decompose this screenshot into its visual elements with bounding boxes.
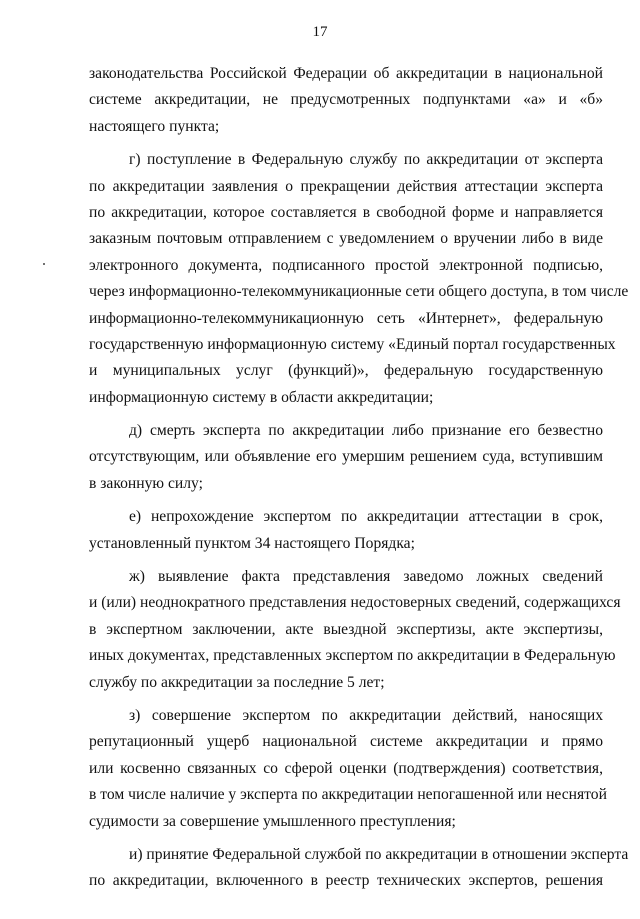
paragraph-d <box>89 418 603 497</box>
text-line: информационную систему в области аккредитации; <box>89 388 434 406</box>
text-line: иных документах, представленных экспертом по аккредитации в Федеральную <box>89 647 616 665</box>
text-line: в том числе наличие у эксперта по аккредитации непогашенной или неснятой <box>89 786 607 804</box>
paragraph-continuation <box>89 61 603 140</box>
text-line: настоящего пункта; <box>89 117 220 135</box>
text-line: службу по аккредитации за последние 5 лет; <box>89 673 385 691</box>
text-line: по аккредитации, включенного в реестр технических экспертов, решения <box>89 872 603 890</box>
paragraph-z <box>89 703 607 835</box>
text-line: законодательства Российской Федерации об аккредитации в национальной <box>89 65 603 82</box>
text-line: установленный пунктом 34 настоящего Порядка; <box>89 534 415 552</box>
page-number: 17 <box>312 24 328 40</box>
text-line: по аккредитации, которое составляется в свободной форме и направляется <box>89 203 603 221</box>
text-line: и) принятие Федеральной службой по аккредитации в отношении эксперта <box>129 845 629 863</box>
text-line: отсутствующим, или объявление его умершим решением суда, вступившим <box>89 448 603 466</box>
text-line: по аккредитации заявления о прекращении действия аттестации эксперта <box>89 177 603 195</box>
text-line: ж) выявление факта представления заведомо ложных сведений <box>129 568 603 586</box>
text-line: г) поступление в Федеральную службу по аккредитации от эксперта <box>129 151 603 169</box>
text-line: судимости за совершение умышленного преступления; <box>89 812 456 830</box>
text-line: в законную силу; <box>89 474 203 492</box>
text-line: заказным почтовым отправлением с уведомлением о вручении либо в виде <box>89 230 603 248</box>
text-line: государственную информационную систему «Единый портал государственных <box>89 335 616 353</box>
text-line: в экспертном заключении, акте выездной экспертизы, акте экспертизы, <box>89 620 603 638</box>
paragraph-e <box>89 504 603 557</box>
paragraph-zh <box>89 564 621 696</box>
paragraph-g <box>89 147 629 411</box>
text-line: через информационно-телекоммуникационные сети общего доступа, в том числе <box>89 283 629 301</box>
text-line: и (или) неоднократного представления недостоверных сведений, содержащихся <box>89 594 621 612</box>
text-line: информационно-телекоммуникационную сеть «Интернет», федеральную <box>89 309 603 327</box>
paragraph-i <box>89 842 629 895</box>
text-line: д) смерть эксперта по аккредитации либо признание его безвестно <box>129 422 603 440</box>
text-line: е) непрохождение экспертом по аккредитации аттестации в срок, <box>129 508 603 526</box>
text-line: репутационный ущерб национальной системе аккредитации и прямо <box>89 733 603 751</box>
text-line: электронного документа, подписанного простой электронной подписью, <box>89 256 603 274</box>
document-body <box>89 61 629 895</box>
text-line: или косвенно связанных со сферой оценки (подтверждения) соответствия, <box>89 759 603 777</box>
text-line: з) совершение экспертом по аккредитации действий, наносящих <box>129 706 603 724</box>
text-line: и муниципальных услуг (функций)», федеральную государственную <box>89 362 603 380</box>
text-line: системе аккредитации, не предусмотренных подпунктами «а» и «б» <box>89 91 603 109</box>
scan-speck <box>43 263 45 265</box>
